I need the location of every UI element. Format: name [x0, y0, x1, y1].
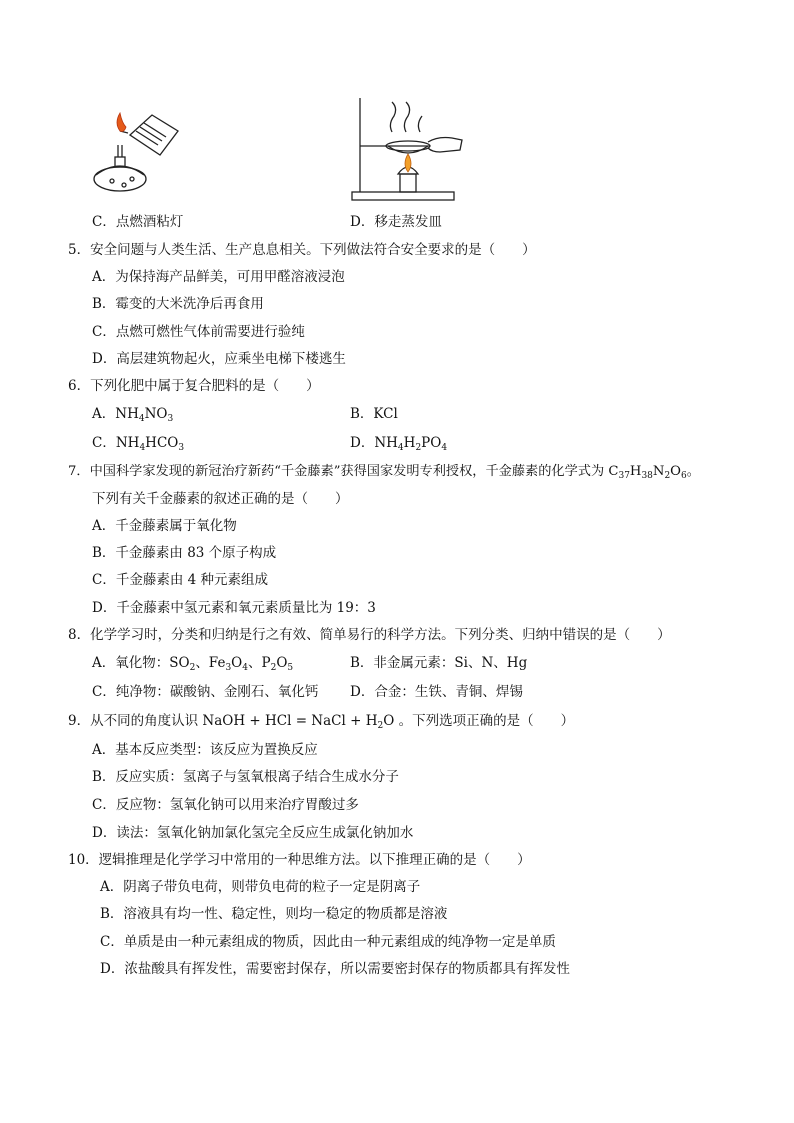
- q7-option-b: B．千金藤素由 83 个原子构成: [92, 545, 277, 561]
- q6-option-d-prefix: D．: [350, 435, 375, 451]
- q6-option-c-formula: $NH_4HCO_3$: [115, 435, 185, 453]
- q7-option-a: A．千金藤素属于氧化物: [92, 518, 237, 534]
- q5-stem: 5．安全问题与人类生活、生产息息相关。下列做法符合安全要求的是（ ）: [68, 242, 536, 258]
- q7-stem-line1: [68, 463, 700, 481]
- q10-option-d: D．浓盐酸具有挥发性，需要密封保存，所以需要密封保存的物质都具有挥发性: [100, 961, 570, 977]
- q10-option-a: A．阴离子带负电荷，则带负电荷的粒子一定是阴离子: [100, 879, 421, 895]
- q9-option-c: C．反应物：氢氧化钠可以用来治疗胃酸过多: [92, 797, 359, 813]
- q8-option-d: D．合金：生铁、青铜、焊锡: [350, 684, 523, 700]
- q6-option-c-prefix: C．: [92, 435, 116, 451]
- figure-c-caption: C．点燃酒粘灯: [92, 214, 184, 230]
- q7-stem-text: 7．中国科学家发现的新冠治疗新药“千金藤素”获得国家发明专利授权，千金藤素的化学式为: [68, 464, 609, 479]
- q10-option-c: C．单质是由一种元素组成的物质，因此由一种元素组成的纯净物一定是单质: [100, 934, 556, 950]
- q10-stem: 10．逻辑推理是化学学习中常用的一种思维方法。以下推理正确的是（ ）: [68, 852, 531, 868]
- q6-option-a-formula: $NH_4NO_3$: [115, 406, 174, 424]
- q8-option-a-prefix: A．氧化物：: [92, 655, 170, 671]
- q5-option-d: D．高层建筑物起火，应乘坐电梯下楼逃生: [92, 351, 346, 367]
- q6-option-a: [92, 405, 173, 423]
- q6-option-b-formula: KCl: [373, 406, 398, 422]
- q9-equation: NaOH + HCl = NaCl + $H_2O$: [202, 713, 395, 731]
- q9-stem-suffix: 。下列选项正确的是（ ）: [394, 713, 575, 729]
- q9-stem-prefix: 9．从不同的角度认识: [68, 713, 203, 729]
- q5-option-c: C．点燃可燃性气体前需要进行验纯: [92, 324, 305, 340]
- q6-option-b-prefix: B．: [350, 406, 374, 422]
- q8-option-a: [92, 654, 293, 672]
- q9-option-a: A．基本反应类型：该反应为置换反应: [92, 742, 318, 758]
- alcohol-lamp-figure: [80, 105, 190, 197]
- q6-option-d-formula: $NH_4H_2PO_4$: [374, 435, 448, 453]
- q9-option-d: D．读法：氢氧化钠加氯化氢完全反应生成氯化钠加水: [92, 825, 414, 841]
- q7-formula: $C_{37}H_{38}N_2O_6$。: [608, 464, 700, 481]
- q5-option-a: A．为保持海产品鲜美，可用甲醛溶液浸泡: [92, 269, 345, 285]
- q6-option-b: [350, 405, 398, 423]
- q9-option-b: B．反应实质：氢离子与氢氧根离子结合生成水分子: [92, 769, 399, 785]
- q6-stem: 6．下列化肥中属于复合肥料的是（ ）: [68, 378, 320, 394]
- evaporating-dish-figure: [348, 96, 468, 204]
- q8-option-c: C．纯净物：碳酸钠、金刚石、氧化钙: [92, 684, 319, 700]
- q6-option-c: [92, 434, 184, 452]
- q8-option-a-formula: $SO_2$、$Fe_3O_4$、$P_2O_5$: [169, 655, 294, 673]
- q6-option-a-prefix: A．: [92, 406, 116, 422]
- q8-stem: 8．化学学习时，分类和归纳是行之有效、简单易行的科学方法。下列分类、归纳中错误的是（ ）: [68, 627, 671, 643]
- q9-stem: [68, 712, 574, 730]
- q7-stem-line2: 下列有关千金藤素的叙述正确的是（ ）: [92, 491, 349, 507]
- q8-option-b: B．非金属元素：Si、N、Hg: [350, 655, 528, 671]
- figure-d-caption: D．移走蒸发皿: [350, 214, 442, 230]
- q5-option-b: B．霉变的大米洗净后再食用: [92, 296, 264, 312]
- q10-option-b: B．溶液具有均一性、稳定性，则均一稳定的物质都是溶液: [100, 906, 448, 922]
- q7-option-d: D．千金藤素中氢元素和氧元素质量比为 19：3: [92, 600, 376, 616]
- q7-option-c: C．千金藤素由 4 种元素组成: [92, 572, 269, 588]
- q6-option-d: [350, 434, 447, 452]
